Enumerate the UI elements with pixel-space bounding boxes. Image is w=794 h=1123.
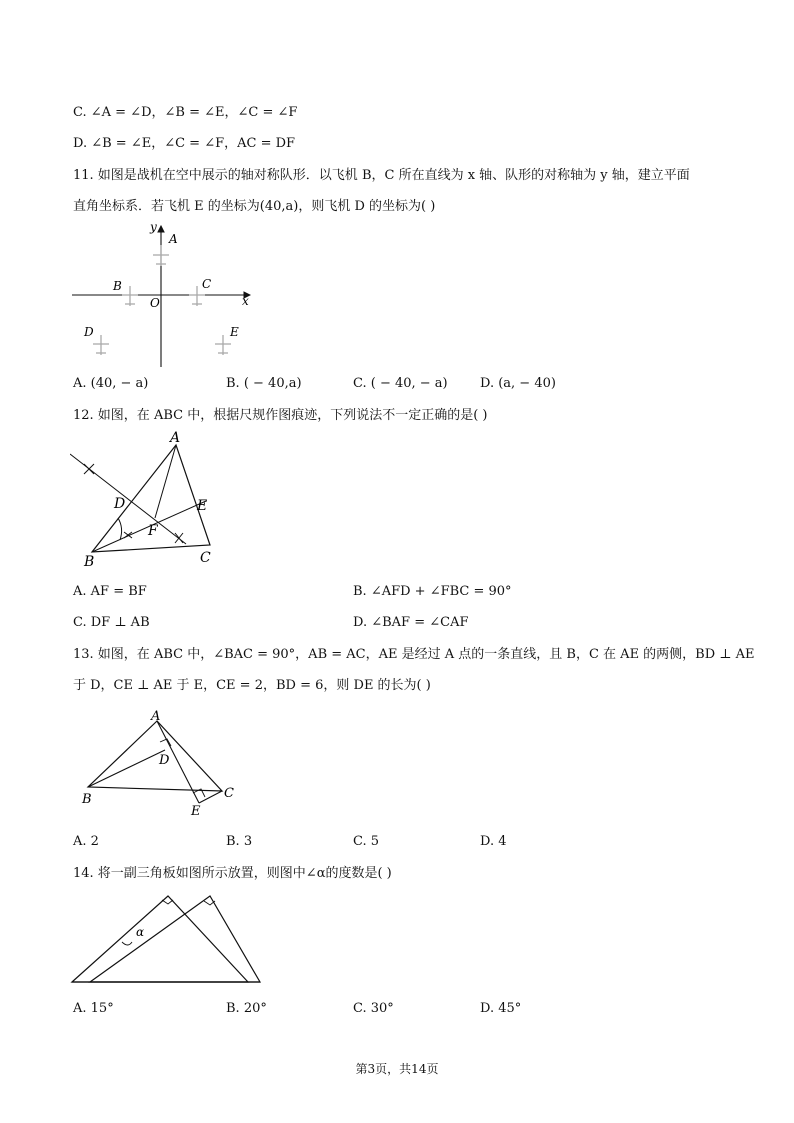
alpha-arc [122,942,132,945]
q13-diagram [78,707,248,819]
q12-option-c: C. DF ⊥ AB [73,615,150,630]
arc-mark-top [84,464,94,474]
q13-label-c: C [224,786,234,801]
plane-c-label: C [202,277,212,291]
q12-label-f: F [148,523,158,539]
plane-e-icon [215,335,231,355]
q13-label-b: B [82,792,92,807]
q13-label-a: A [151,709,161,724]
q14-stem-line1: 14. 将一副三角板如图所示放置，则图中∠α的度数是( ) [73,866,392,881]
q13-stem-line1: 13. 如图，在 ABC 中，∠BAC = 90°，AB = AC，AE 是经过 A 点的一条直线，且 B，C 在 AE 的两侧，BD ⊥ AE [73,647,755,662]
origin-label: O [150,296,160,310]
y-label: y [150,220,157,234]
q10-option-d: D. ∠B = ∠E，∠C = ∠F，AC = DF [73,136,296,151]
q13-option-d: D. 4 [480,834,507,849]
segment-af [155,445,176,518]
q11-stem-line1: 11. 如图是战机在空中展示的轴对称队形．以飞机 B，C 所在直线为 x 轴、队形的对称轴为 y 轴，建立平面 [73,168,690,183]
alpha-label: α [136,925,145,939]
q13-label-e: E [191,804,201,819]
q14-option-a: A. 15° [73,1001,114,1016]
page-footer: 第3页，共14页 [355,1062,439,1076]
plane-b-icon [122,286,138,306]
q12-stem-line1: 12. 如图，在 ABC 中，根据尺规作图痕迹，下列说法不一定正确的是( ) [73,408,488,423]
set-square-2 [90,896,260,982]
x-label: x [242,294,249,308]
q11-stem-line2: 直角坐标系．若飞机 E 的坐标为(40,a)，则飞机 D 的坐标为( ) [73,199,436,214]
q11-diagram [70,220,270,370]
q14-option-d: D. 45° [480,1001,522,1016]
q14-option-b: B. 20° [226,1001,267,1016]
q14-diagram [70,890,270,990]
q13-option-b: B. 3 [226,834,253,849]
q13-option-a: A. 2 [73,834,99,849]
q12-figure [70,428,230,574]
right-angle-1 [162,900,173,904]
triangle-abc [88,721,222,791]
q12-option-a: A. AF = BF [73,584,147,599]
q13-stem-line2: 于 D，CE ⊥ AE 于 E，CE = 2，BD = 6，则 DE 的长为( ) [73,678,431,693]
arc-mark-bottom [175,533,183,543]
q14-option-c: C. 30° [353,1001,394,1016]
arc-b [118,518,122,540]
q12-label-e: E [197,498,208,514]
q11-option-c: C. ( − 40, − a) [353,376,448,391]
q11-option-a: A. (40, − a) [73,376,149,391]
q11-option-b: B. ( − 40,a) [226,376,302,391]
q12-label-a: A [170,430,181,446]
q10-option-c: C. ∠A = ∠D，∠B = ∠E，∠C = ∠F [73,105,298,120]
plane-b-label: B [113,279,122,293]
plane-a-label: A [169,232,178,246]
q12-option-d: D. ∠BAF = ∠CAF [353,615,469,630]
segment-bd [88,750,165,787]
q14-figure [70,890,270,994]
q11-figure [70,220,270,374]
q13-option-c: C. 5 [353,834,380,849]
set-square-1 [72,896,248,982]
q12-option-b: B. ∠AFD + ∠FBC = 90° [353,584,512,599]
q13-figure [78,707,248,823]
plane-d-icon [93,335,109,355]
q11-option-d: D. (a, − 40) [480,376,556,391]
q12-label-b: B [84,554,95,570]
plane-e-label: E [230,325,239,339]
q13-label-d: D [159,753,170,768]
plane-d-label: D [84,325,94,339]
plane-a-icon [153,245,169,266]
q12-label-d: D [114,496,126,512]
q12-label-c: C [200,550,211,566]
q12-diagram [70,428,230,570]
